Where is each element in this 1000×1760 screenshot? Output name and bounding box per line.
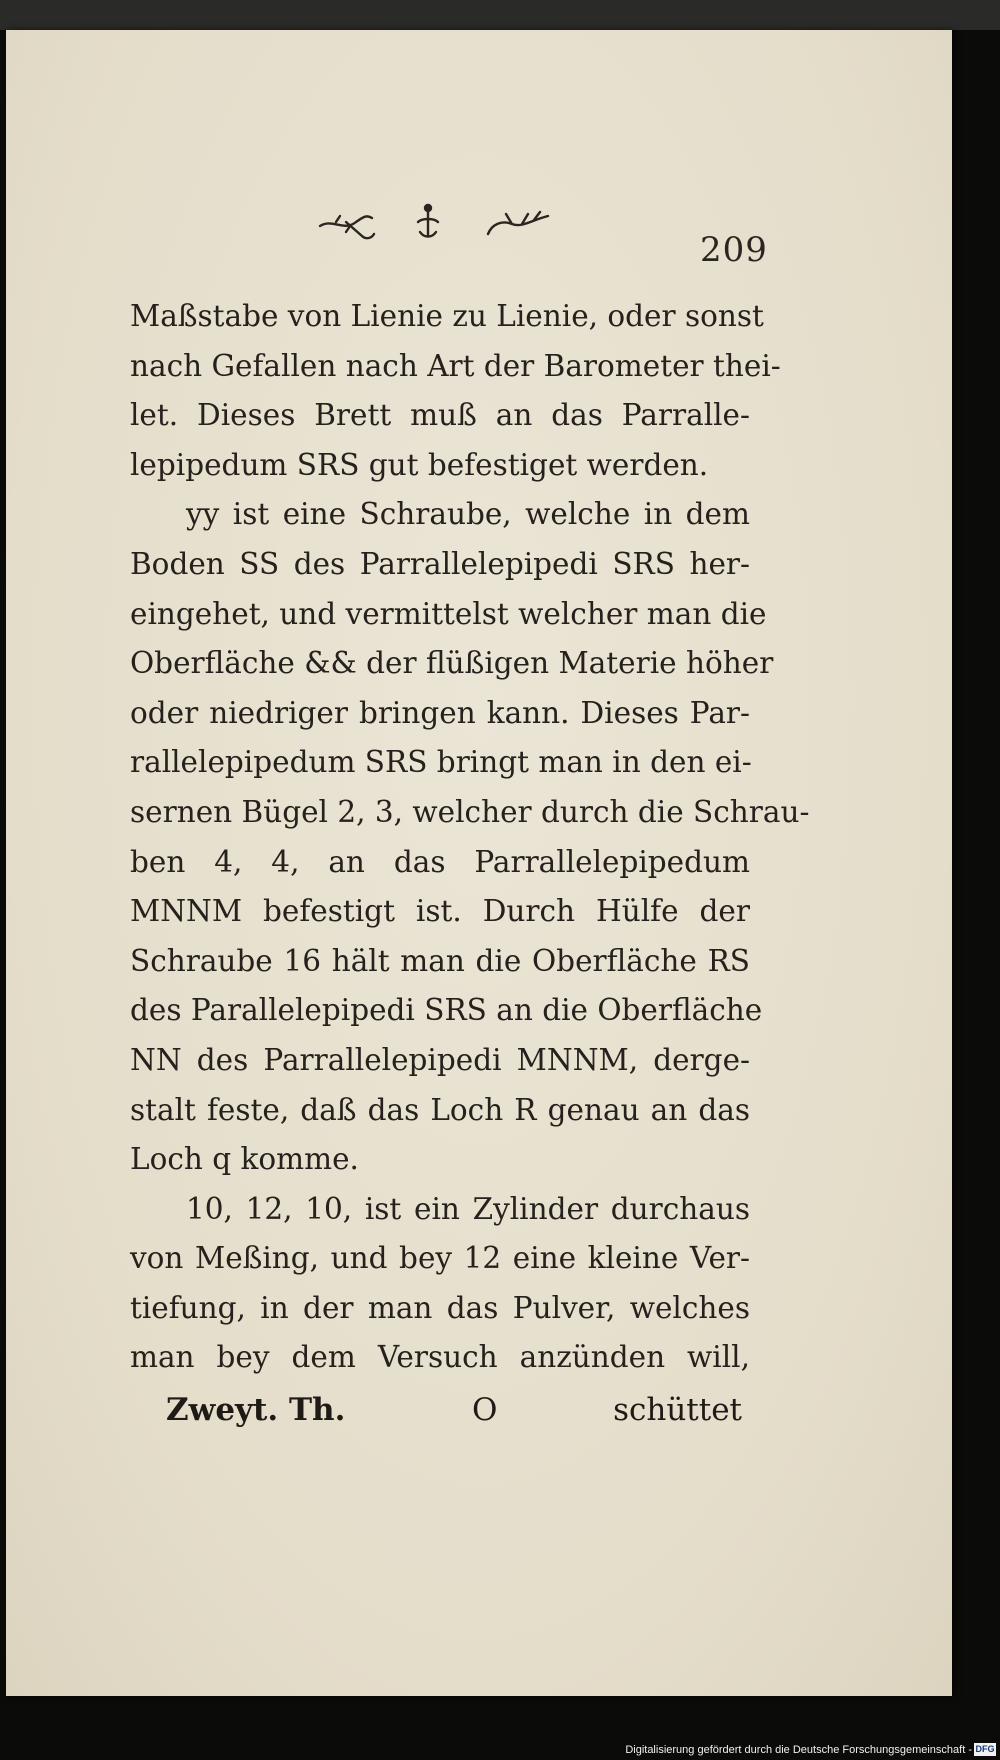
text-line: stalt feste, daß das Loch R genau an das bbox=[130, 1092, 750, 1127]
text-line: NN des Parrallelepipedi MNNM, derge- bbox=[130, 1042, 750, 1077]
text-line: Boden SS des Parrallelepipedi SRS her- bbox=[130, 546, 750, 581]
page-footer bbox=[166, 1392, 742, 1442]
text-line: ben 4, 4, an das Parrallelepipedum bbox=[130, 844, 750, 879]
text-line: let. Dieses Brett muß an das Parralle- bbox=[130, 398, 750, 433]
dfg-logo: DFG bbox=[975, 1744, 995, 1754]
book-page bbox=[6, 30, 952, 1696]
text-line: nach Gefallen nach Art der Barometer thei- bbox=[130, 348, 781, 383]
text-line: yy ist eine Schraube, welche in dem bbox=[186, 497, 750, 532]
body-text bbox=[130, 292, 810, 1383]
text-line: MNNM befestigt ist. Durch Hülfe der bbox=[130, 894, 750, 929]
text-line: oder niedriger bringen kann. Dieses Par- bbox=[130, 695, 750, 730]
text-line: 10, 12, 10, ist ein Zylinder durchaus bbox=[186, 1191, 750, 1226]
signature-letter: O bbox=[472, 1392, 498, 1428]
page-number: 209 bbox=[700, 230, 768, 270]
scan-top-edge bbox=[0, 0, 1000, 30]
text-line: Oberfläche && der flüßigen Materie höher bbox=[130, 646, 774, 681]
text-line: Schraube 16 hält man die Oberfläche RS bbox=[130, 943, 750, 978]
text-line: Loch q komme. bbox=[130, 1142, 359, 1177]
text-line: rallelepipedum SRS bringt man in den ei- bbox=[130, 745, 752, 780]
vignette-ornament-icon bbox=[316, 192, 556, 252]
text-line: tiefung, in der man das Pulver, welches bbox=[130, 1290, 750, 1325]
text-line: man bey dem Versuch anzünden will, bbox=[130, 1340, 750, 1375]
text-line: Maßstabe von Lienie zu Lienie, oder sonst bbox=[130, 299, 764, 333]
signature-mark: Zweyt. Th. bbox=[166, 1392, 346, 1428]
text-line: lepipedum SRS gut befestiget werden. bbox=[130, 447, 709, 482]
text-line: sernen Bügel 2, 3, welcher durch die Schrau- bbox=[130, 794, 810, 829]
text-line: eingehet, und vermittelst welcher man die bbox=[130, 596, 767, 631]
text-line: von Meßing, und bey 12 eine kleine Ver- bbox=[130, 1241, 750, 1276]
digitization-credit: Digitalisierung gefördert durch die Deutsche Forschungsgemeinschaft - bbox=[625, 1744, 972, 1756]
catchword: schüttet bbox=[613, 1392, 742, 1428]
text-line: des Parallelepipedi SRS an die Oberfläche bbox=[130, 993, 763, 1028]
